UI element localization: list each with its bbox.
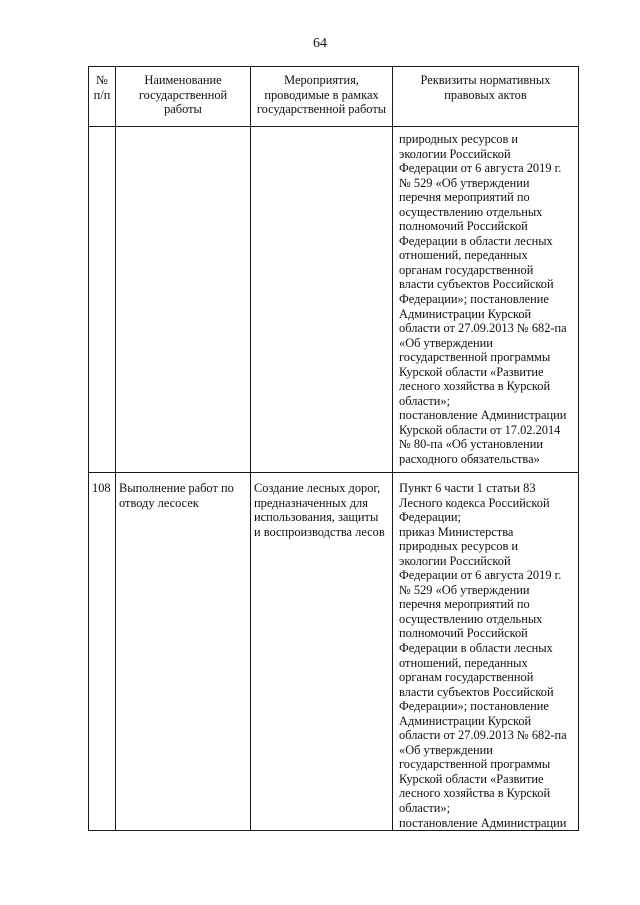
table-header-row: [89, 67, 579, 127]
cell-work-name: Выполнение работ по отводу лесосек: [116, 473, 251, 831]
cell-legal-acts: природных ресурсов и экологии Российской Федерации от 6 августа 2019 г. № 529 «Об утверждении перечня мероприятий по осуществлению отдельных полномочий Российской Федерации в области лесных отношений, переданных органам государственной власти субъектов Российской Федерации»; постановление Администрации Курской области от 27.09.2013 № 682-па «Об утверждении государственной программы Курской области «Развитие лесного хозяйства в Курской области»; постановление Администрации Курской области от 17.02.2014 № 80-па «Об установлении расходного обязательства»: [393, 127, 579, 473]
cell-number: 108: [89, 473, 116, 831]
table-row: [89, 473, 579, 831]
header-legal-acts: Реквизиты нормативных правовых актов: [393, 67, 579, 127]
header-number: № п/п: [89, 67, 116, 127]
cell-events: Создание лесных дорог, предназначенных для использования, защиты и воспроизводства лесов: [251, 473, 393, 831]
page-number: 64: [313, 36, 327, 51]
cell-work-name: [116, 127, 251, 473]
header-work-name: Наименование государственной работы: [116, 67, 251, 127]
cell-number: [89, 127, 116, 473]
table-row: [89, 127, 579, 473]
cell-events: [251, 127, 393, 473]
cell-legal-acts: Пункт 6 части 1 статьи 83 Лесного кодекса Российской Федерации; приказ Министерства природных ресурсов и экологии Российской Федерации от 6 августа 2019 г. № 529 «Об утверждении перечня мероприятий по осуществлению отдельных полномочий Российской Федерации в области лесных отношений, переданных органам государственной власти субъектов Российской Федерации»; постановление Администрации Курской области от 27.09.2013 № 682-па «Об утверждении государственной программы Курской области «Развитие лесного хозяйства в Курской области»; постановление Администрации: [393, 473, 579, 831]
normative-acts-table: [88, 66, 579, 831]
header-events: Мероприятия, проводимые в рамках государственной работы: [251, 67, 393, 127]
